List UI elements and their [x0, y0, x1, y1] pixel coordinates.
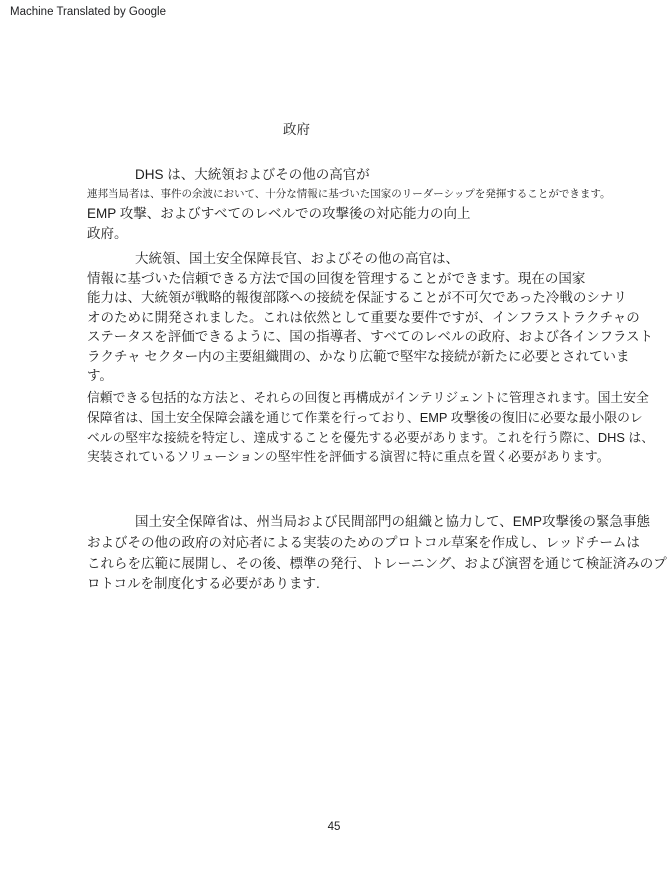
text-line: ロトコルを制度化する必要があります. — [87, 576, 320, 592]
paragraph-3 — [87, 388, 655, 467]
text-line: 実装されているソリューションの堅牢性を評価する演習に特に重点を置く必要があります。 — [87, 449, 610, 465]
text-line: 信頼できる包括的な方法と、それらの回復と再構成がインテリジェントに管理されます。国土安全 — [87, 390, 649, 405]
text-line: 大統領、国土安全保障長官、およびその他の高官は、 — [135, 251, 459, 266]
text-line: ステータスを評価できるように、国の指導者、すべてのレベルの政府、および各インフラスト — [87, 329, 654, 344]
paragraph-1-line-2: 連邦当局者は、事件の余波において、十分な情報に基づいた国家のリーダーシップを発揮することができます。 — [87, 188, 611, 200]
paragraph-2 — [87, 249, 654, 386]
text-line: およびその他の政府の対応者による実装のためのプロトコル草案を作成し、レッドチームは — [87, 534, 640, 550]
text-line: ベルの堅牢な接続を特定し、達成することを優先する必要があります。これを行う際に、DHS は、 — [87, 429, 655, 445]
paragraph-1-line-4: 政府。 — [87, 226, 128, 241]
text-line: ラクチャ セクター内の主要組織間の、かなり広範で堅牢な接続が新たに必要とされていま — [87, 348, 630, 364]
page-title: 政府 — [283, 122, 310, 137]
text-line: 情報に基づいた信頼できる方法で国の回復を管理することができます。現在の国家 — [87, 270, 586, 286]
text-line: これらを広範に展開し、その後、標準の発行、トレーニング、および演習を通じて検証済みのプ — [87, 555, 667, 571]
machine-translated-note: Machine Translated by Google — [10, 6, 166, 18]
text-line: 国土安全保障省は、州当局および民間部門の組織と協力して、EMP攻撃後の緊急事態 — [135, 514, 650, 529]
text-line: 保障省は、国土安全保障会議を通じて作業を行っており、EMP 攻撃後の復旧に必要な最小限のレ — [87, 409, 643, 425]
page-number: 45 — [327, 821, 341, 833]
text-line: オのために開発されました。これは依然として重要な要件ですが、インフラストラクチャの — [87, 309, 640, 325]
text-line: す。 — [87, 368, 113, 383]
paragraph-1-line-3: EMP 攻撃、およびすべてのレベルでの攻撃後の対応能力の向上 — [87, 206, 471, 221]
paragraph-1-line-1: DHS は、大統領およびその他の高官が — [135, 167, 370, 182]
text-line: 能力は、大統領が戦略的報復部隊への接続を保証することが不可欠であった冷戦のシナリ — [87, 290, 627, 305]
paragraph-4 — [87, 512, 667, 595]
